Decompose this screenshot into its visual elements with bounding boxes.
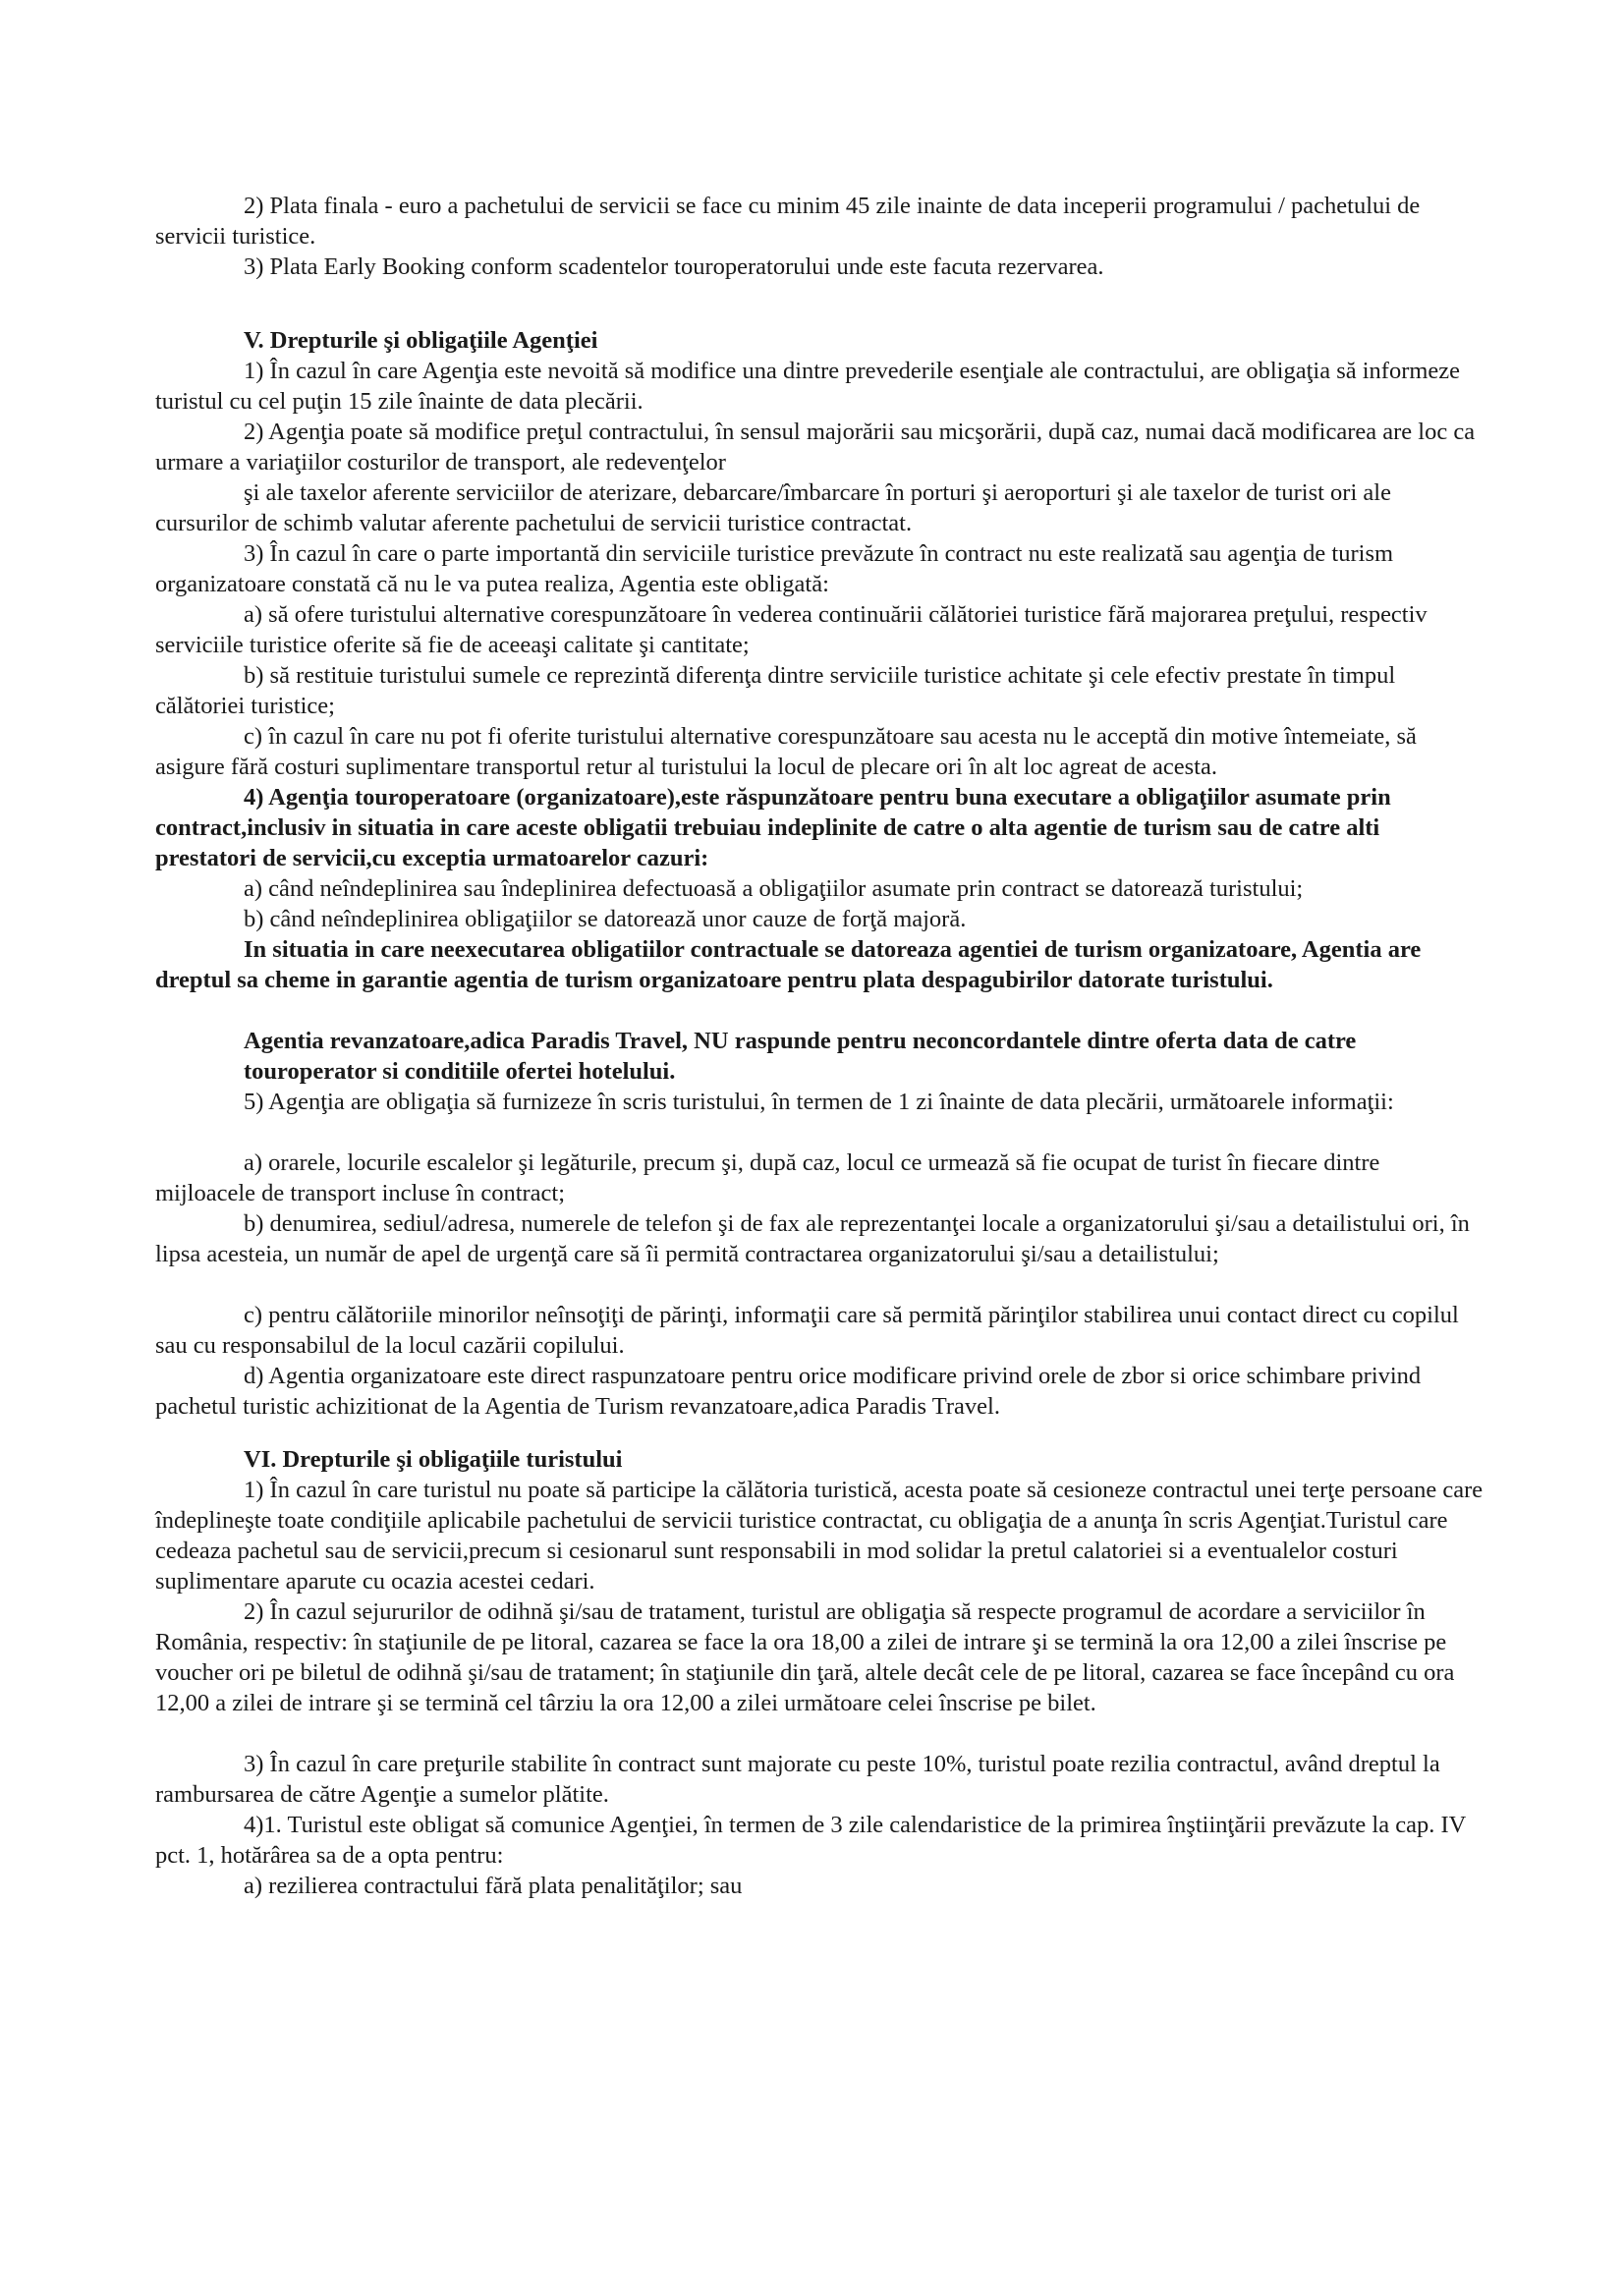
section-5-paragraph-2b: şi ale taxelor aferente serviciilor de aterizare, debarcare/îmbarcare în porturi şi aeroporturi şi ale taxelor de turist ori ale cursurilor de schimb valutar aferente pachetului de servicii turistice contractat.: [155, 479, 1391, 536]
section-6-paragraph-4a: a) rezilierea contractului fără plata penalităţilor; sau: [244, 1873, 743, 1899]
section-5-paragraph-3b: b) să restituie turistului sumele ce reprezintă diferenţa dintre serviciile turistice achitate şi cele efectiv prestate în timpul călătoriei turistice;: [155, 662, 1396, 719]
payment-final-paragraph: 2) Plata finala - euro a pachetului de servicii se face cu minim 45 zile inainte de data inceperii programului / pachetului de servicii turistice.: [155, 193, 1421, 250]
section-6-paragraph-2: 2) În cazul sejururilor de odihnă şi/sau de tratament, turistul are obligaţia să respecte programul de acordare a serviciilor în România, respectiv: în staţiunile de pe litoral, cazarea se face la ora 18,00 a zilei de intrare şi se termină la ora 12,00 a zilei înscrise pe voucher ori pe biletul de odihnă şi/sau de tratament; în staţiunile din ţară, altele decât cele de pe litoral, cazarea se face începând cu ora 12,00 a zilei de intrare şi se termină cel târziu la ora 12,00 a zilei următoare celei înscrise pe bilet.: [155, 1598, 1455, 1716]
section-5-paragraph-5d: d) Agentia organizatoare este direct raspunzatoare pentru orice modificare privind orele de zbor si orice schimbare privind pachetul turistic achizitionat de la Agentia de Turism revanzatoare,adica Paradis Travel.: [155, 1363, 1422, 1420]
section-5-title: V. Drepturile şi obligaţiile Agenţiei: [244, 327, 598, 354]
section-5-paragraph-5: 5) Agenţia are obligaţia să furnizeze în scris turistului, în termen de 1 zi înainte de data plecării, următoarele informaţii:: [244, 1089, 1394, 1115]
section-5-paragraph-4b: b) când neîndeplinirea obligaţiilor se datorează unor cauze de forţă majoră.: [244, 906, 967, 932]
section-6-paragraph-4: 4)1. Turistul este obligat să comunice Agenţiei, în termen de 3 zile calendaristice de la primirea înştiinţării prevăzute la cap. IV pct. 1, hotărârea sa de a opta pentru:: [155, 1812, 1466, 1869]
section-5-paragraph-4d: Agentia revanzatoare,adica Paradis Travel, NU raspunde pentru neconcordantele dintre oferta data de catre touroperator si conditiile ofertei hotelului.: [244, 1028, 1357, 1085]
section-5-paragraph-5c: c) pentru călătoriile minorilor neînsoţiţi de părinţi, informaţii care să permită părinţilor stabilirea unui contact direct cu copilul sau cu responsabilul de la locul cazării copilului.: [155, 1302, 1459, 1359]
payment-early-booking-paragraph: 3) Plata Early Booking conform scadentelor touroperatorului unde este facuta rezervarea.: [244, 253, 1104, 280]
section-5-paragraph-3: 3) În cazul în care o parte importantă din serviciile turistice prevăzute în contract nu este realizată sau agenţia de turism organizatoare constată că nu le va putea realiza, Agentia este obligată:: [155, 540, 1394, 597]
section-5-paragraph-4: 4) Agenţia touroperatoare (organizatoare),este răspunzătoare pentru buna executare a obligaţiilor asumate prin contract,inclusiv in situatia in care aceste obligatii trebuiau indeplinite de catre o alta agentie de turism sau de catre alti prestatori de servicii,cu exceptia urmatoarelor cazuri:: [155, 784, 1391, 871]
section-5-paragraph-4c: In situatia in care neexecutarea obligatiilor contractuale se datoreaza agentiei de turism organizatoare, Agentia are dreptul sa cheme in garantie agentia de turism organizatoare pentru plata despagubirilor datorate turistului.: [155, 936, 1422, 993]
section-5-paragraph-3c: c) în cazul în care nu pot fi oferite turistului alternative corespunzătoare sau acesta nu le acceptă din motive întemeiate, să asigure fără costuri suplimentare transportul retur al turistului la locul de plecare ori în alt loc agreat de acesta.: [155, 723, 1417, 780]
section-5-paragraph-3a: a) să ofere turistului alternative corespunzătoare în vederea continuării călătoriei turistice fără majorarea preţului, respectiv serviciile turistice oferite să fie de aceeaşi calitate şi cantitate;: [155, 601, 1428, 658]
section-5-paragraph-5b: b) denumirea, sediul/adresa, numerele de telefon şi de fax ale reprezentanţei locale a organizatorului şi/sau a detailistului ori, în lipsa acesteia, un număr de apel de urgenţă care să îi permită contractarea organizatorului şi/sau a detailistului;: [155, 1210, 1470, 1267]
section-6-paragraph-3: 3) În cazul în care preţurile stabilite în contract sunt majorate cu peste 10%, turistul poate rezilia contractul, având dreptul la rambursarea de către Agenţie a sumelor plătite.: [155, 1751, 1440, 1808]
section-5-paragraph-5a: a) orarele, locurile escalelor şi legăturile, precum şi, după caz, locul ce urmează să fie ocupat de turist în fiecare dintre mijloacele de transport incluse în contract;: [155, 1149, 1380, 1206]
section-6-paragraph-1: 1) În cazul în care turistul nu poate să participe la călătoria turistică, acesta poate să cesioneze contractul unei terţe persoane care îndeplineşte toate condiţiile aplicabile pachetului de servicii turistice contractat, cu obligaţia de a anunţa în scris Agenţiat.Turistul care cedeaza pachetul sau de servicii,precum si cesionarul sunt responsabili in mod solidar la pretul calatoriei si a eventualelor costuri suplimentare aparute cu ocazia acestei cedari.: [155, 1477, 1484, 1595]
section-5-paragraph-2a: 2) Agenţia poate să modifice preţul contractului, în sensul majorării sau micşorării, după caz, numai dacă modificarea are loc ca urmare a variaţiilor costurilor de transport, ale redevenţelor: [155, 419, 1476, 476]
section-5-paragraph-1: 1) În cazul în care Agenţia este nevoită să modifice una dintre prevederile esenţiale ale contractului, are obligaţia să informeze turistul cu cel puţin 15 zile înainte de data plecării.: [155, 358, 1461, 415]
section-6-title: VI. Drepturile şi obligaţiile turistului: [244, 1446, 623, 1473]
section-5-paragraph-4a: a) când neîndeplinirea sau îndeplinirea defectuoasă a obligaţiilor asumate prin contract se datorează turistului;: [244, 875, 1304, 902]
